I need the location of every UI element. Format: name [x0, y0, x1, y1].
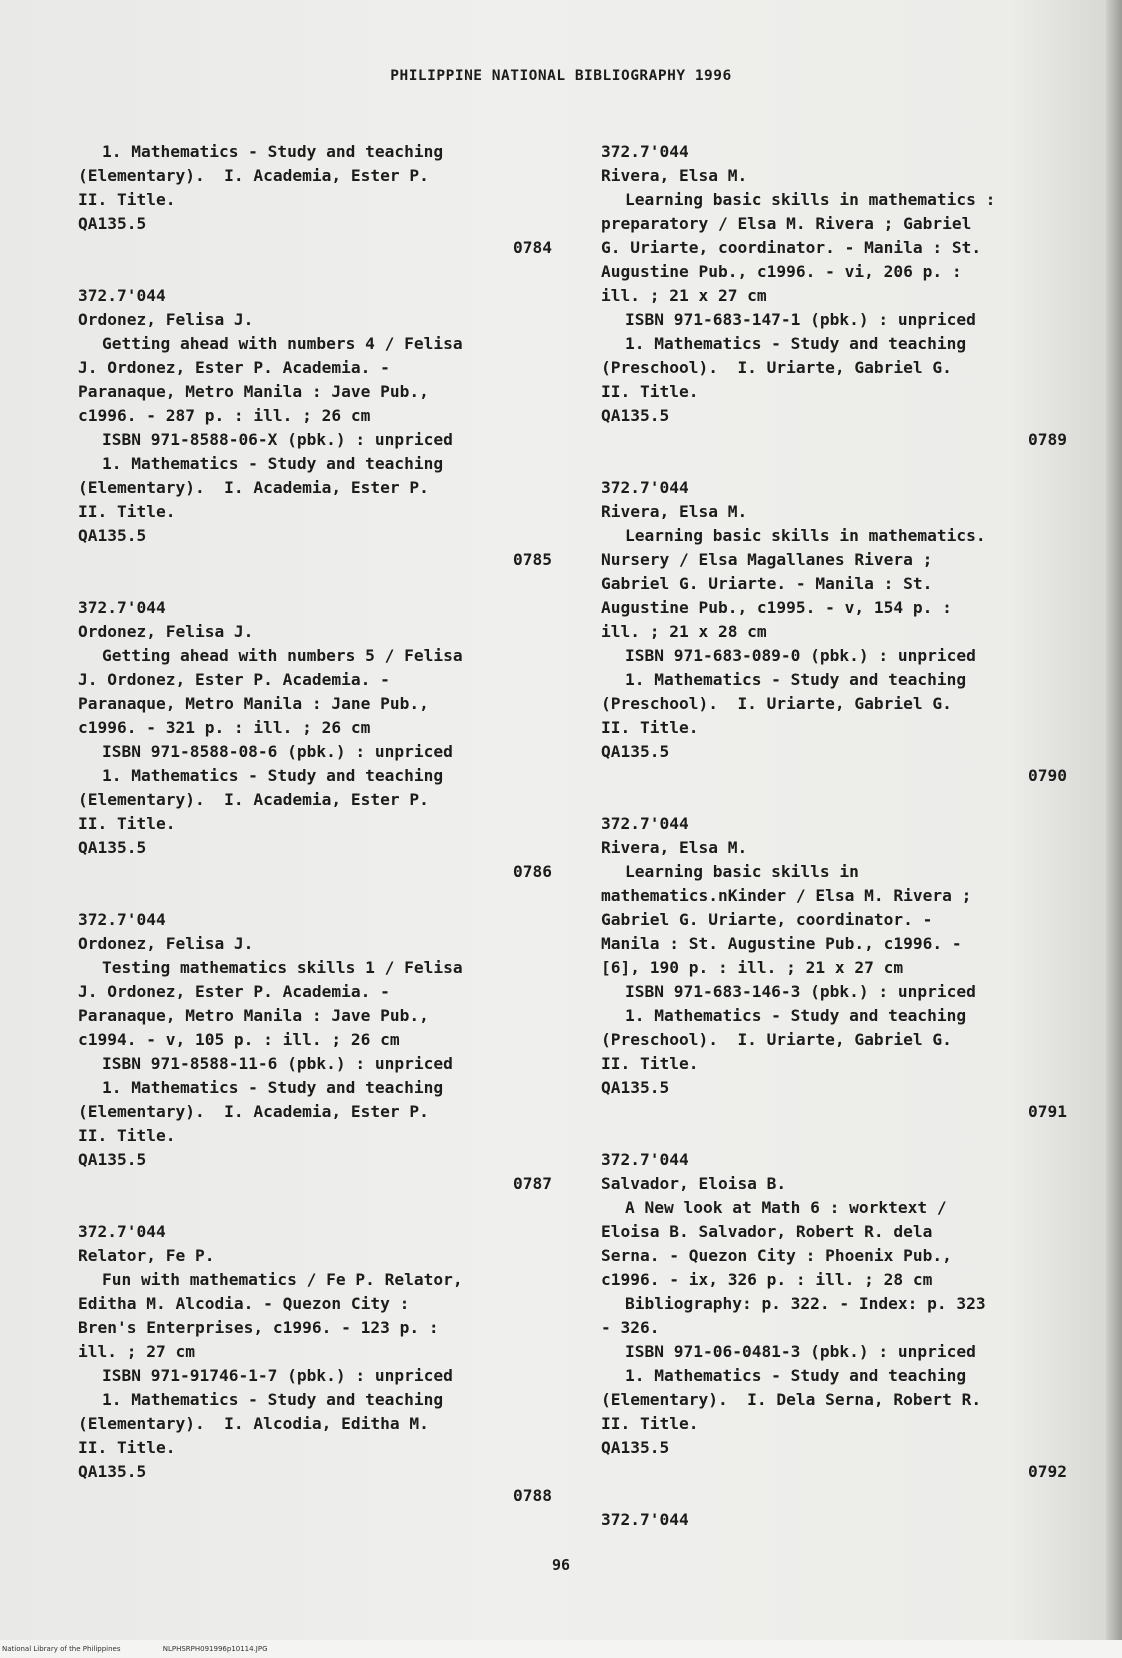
- entry-number: 0791: [1028, 1102, 1067, 1121]
- scan-footer: [0, 1640, 1122, 1658]
- entry-line: Serna. - Quezon City : Phoenix Pub.,: [601, 1246, 952, 1265]
- entry-line: (Elementary). I. Alcodia, Editha M.: [78, 1414, 429, 1433]
- entry-line: QA135.5: [601, 1438, 670, 1457]
- entry-line: QA135.5: [601, 742, 670, 761]
- entry-line: Gabriel G. Uriarte, coordinator. -: [601, 910, 933, 929]
- entry-line: (Preschool). I. Uriarte, Gabriel G.: [601, 1030, 952, 1049]
- entry-line: Getting ahead with numbers 4 / Felisa: [102, 334, 463, 353]
- entry-line: 1. Mathematics - Study and teaching: [625, 1366, 967, 1385]
- entry-line: Learning basic skills in: [625, 862, 859, 881]
- entry-line: ISBN 971-8588-11-6 (pbk.) : unpriced: [102, 1054, 453, 1073]
- entry-line: 372.7'044: [78, 1222, 166, 1241]
- entry-line: Rivera, Elsa M.: [601, 838, 748, 857]
- entry-line: QA135.5: [78, 1150, 147, 1169]
- entry-line: (Elementary). I. Academia, Ester P.: [78, 166, 429, 185]
- entry-line: ISBN 971-06-0481-3 (pbk.) : unpriced: [625, 1342, 976, 1361]
- entry-line: (Elementary). I. Academia, Ester P.: [78, 478, 429, 497]
- entry-line: Editha M. Alcodia. - Quezon City :: [78, 1294, 410, 1313]
- catalog-entry: [601, 1508, 1067, 1532]
- entry-line: II. Title.: [601, 382, 699, 401]
- entry-line: II. Title.: [601, 1414, 699, 1433]
- entry-line: G. Uriarte, coordinator. - Manila : St.: [601, 238, 982, 257]
- entry-line: Bibliography: p. 322. - Index: p. 323: [625, 1294, 986, 1313]
- entry-line: Testing mathematics skills 1 / Felisa: [102, 958, 463, 977]
- entry-line: ISBN 971-683-147-1 (pbk.) : unpriced: [625, 310, 976, 329]
- entry-line: ill. ; 27 cm: [78, 1342, 195, 1361]
- entry-line: Rivera, Elsa M.: [601, 502, 748, 521]
- entry-line: [6], 190 p. : ill. ; 21 x 27 cm: [601, 958, 904, 977]
- entry-line: 1. Mathematics - Study and teaching: [625, 1006, 967, 1025]
- entry-line: (Elementary). I. Dela Serna, Robert R.: [601, 1390, 982, 1409]
- catalog-entry: [601, 140, 1067, 452]
- entry-line: Learning basic skills in mathematics :: [625, 190, 996, 209]
- entry-line: 1. Mathematics - Study and teaching: [102, 766, 444, 785]
- entry-line: QA135.5: [78, 214, 147, 233]
- entry-line: ISBN 971-683-089-0 (pbk.) : unpriced: [625, 646, 976, 665]
- entry-line: Salvador, Eloisa B.: [601, 1174, 787, 1193]
- entry-line: J. Ordonez, Ester P. Academia. -: [78, 982, 390, 1001]
- entry-line: J. Ordonez, Ester P. Academia. -: [78, 358, 390, 377]
- entry-number: 0784: [513, 238, 552, 257]
- entry-line: c1996. - 321 p. : ill. ; 26 cm: [78, 718, 371, 737]
- entry-line: ISBN 971-683-146-3 (pbk.) : unpriced: [625, 982, 976, 1001]
- entry-line: Manila : St. Augustine Pub., c1996. -: [601, 934, 962, 953]
- entry-line: 372.7'044: [78, 286, 166, 305]
- entry-line: (Elementary). I. Academia, Ester P.: [78, 790, 429, 809]
- entry-line: II. Title.: [78, 1126, 176, 1145]
- entry-line: (Preschool). I. Uriarte, Gabriel G.: [601, 358, 952, 377]
- catalog-entry: [78, 908, 552, 1196]
- entry-line: ill. ; 21 x 27 cm: [601, 286, 767, 305]
- entry-line: ISBN 971-8588-08-6 (pbk.) : unpriced: [102, 742, 453, 761]
- entry-line: II. Title.: [78, 814, 176, 833]
- entry-line: 372.7'044: [78, 598, 166, 617]
- entry-line: 1. Mathematics - Study and teaching: [102, 1390, 444, 1409]
- catalog-entry: [78, 284, 552, 572]
- page-number: 96: [551, 1556, 571, 1574]
- catalog-entry: [601, 812, 1067, 1124]
- entry-line: Rivera, Elsa M.: [601, 166, 748, 185]
- entry-line: 372.7'044: [601, 142, 689, 161]
- entry-line: QA135.5: [78, 526, 147, 545]
- entry-line: 1. Mathematics - Study and teaching: [102, 454, 444, 473]
- entry-line: 372.7'044: [601, 1510, 689, 1529]
- entry-line: Augustine Pub., c1996. - vi, 206 p. :: [601, 262, 962, 281]
- entry-line: 1. Mathematics - Study and teaching: [102, 1078, 444, 1097]
- entry-line: (Elementary). I. Academia, Ester P.: [78, 1102, 429, 1121]
- entry-line: c1994. - v, 105 p. : ill. ; 26 cm: [78, 1030, 400, 1049]
- entry-line: (Preschool). I. Uriarte, Gabriel G.: [601, 694, 952, 713]
- entry-line: ill. ; 21 x 28 cm: [601, 622, 767, 641]
- entry-line: QA135.5: [601, 1078, 670, 1097]
- entry-line: preparatory / Elsa M. Rivera ; Gabriel: [601, 214, 972, 233]
- entry-line: A New look at Math 6 : worktext /: [625, 1198, 947, 1217]
- entry-line: QA135.5: [78, 1462, 147, 1481]
- entry-number: 0788: [513, 1486, 552, 1505]
- entry-line: Paranaque, Metro Manila : Jave Pub.,: [78, 1006, 429, 1025]
- entry-line: Paranaque, Metro Manila : Jave Pub.,: [78, 382, 429, 401]
- entry-number: 0787: [513, 1174, 552, 1193]
- entry-number: 0792: [1028, 1462, 1067, 1481]
- right-column: [601, 140, 1067, 1556]
- entry-number: 0790: [1028, 766, 1067, 785]
- entry-line: Augustine Pub., c1995. - v, 154 p. :: [601, 598, 952, 617]
- entry-line: QA135.5: [601, 406, 670, 425]
- entry-line: 372.7'044: [601, 478, 689, 497]
- library-credit: National Library of the Philippines: [2, 1645, 121, 1653]
- entry-line: II. Title.: [78, 190, 176, 209]
- entry-line: c1996. - 287 p. : ill. ; 26 cm: [78, 406, 371, 425]
- left-column: [78, 140, 552, 1532]
- entry-line: Getting ahead with numbers 5 / Felisa: [102, 646, 463, 665]
- entry-number: 0786: [513, 862, 552, 881]
- entry-line: 372.7'044: [601, 1150, 689, 1169]
- entry-line: Relator, Fe P.: [78, 1246, 215, 1265]
- entry-line: Eloisa B. Salvador, Robert R. dela: [601, 1222, 933, 1241]
- entry-line: Gabriel G. Uriarte. - Manila : St.: [601, 574, 933, 593]
- entry-line: Bren's Enterprises, c1996. - 123 p. :: [78, 1318, 439, 1337]
- entry-line: 1. Mathematics - Study and teaching: [102, 142, 444, 161]
- entry-line: mathematics.nKinder / Elsa M. Rivera ;: [601, 886, 972, 905]
- file-name: NLPHSRPH091996p10114.JPG: [162, 1645, 268, 1653]
- entry-line: Ordonez, Felisa J.: [78, 310, 254, 329]
- entry-line: c1996. - ix, 326 p. : ill. ; 28 cm: [601, 1270, 933, 1289]
- binding-gutter: [1106, 0, 1122, 1640]
- entry-line: Ordonez, Felisa J.: [78, 934, 254, 953]
- entry-line: II. Title.: [78, 502, 176, 521]
- entry-line: 1. Mathematics - Study and teaching: [625, 670, 967, 689]
- catalog-entry: [78, 596, 552, 884]
- entry-line: Paranaque, Metro Manila : Jane Pub.,: [78, 694, 429, 713]
- entry-line: - 326.: [601, 1318, 660, 1337]
- entry-number: 0789: [1028, 430, 1067, 449]
- entry-line: ISBN 971-91746-1-7 (pbk.) : unpriced: [102, 1366, 453, 1385]
- entry-line: 372.7'044: [601, 814, 689, 833]
- catalog-entry: [601, 476, 1067, 788]
- catalog-entry: [78, 1220, 552, 1508]
- entry-line: II. Title.: [78, 1438, 176, 1457]
- entry-line: J. Ordonez, Ester P. Academia. -: [78, 670, 390, 689]
- entry-line: 372.7'044: [78, 910, 166, 929]
- entry-line: Nursery / Elsa Magallanes Rivera ;: [601, 550, 933, 569]
- entry-line: II. Title.: [601, 718, 699, 737]
- entry-line: QA135.5: [78, 838, 147, 857]
- catalog-entry: [78, 140, 552, 260]
- entry-line: ISBN 971-8588-06-X (pbk.) : unpriced: [102, 430, 453, 449]
- entry-line: Fun with mathematics / Fe P. Relator,: [102, 1270, 463, 1289]
- catalog-entry: [601, 1148, 1067, 1484]
- entry-number: 0785: [513, 550, 552, 569]
- entry-line: Learning basic skills in mathematics.: [625, 526, 986, 545]
- entry-line: II. Title.: [601, 1054, 699, 1073]
- entry-line: Ordonez, Felisa J.: [78, 622, 254, 641]
- entry-line: 1. Mathematics - Study and teaching: [625, 334, 967, 353]
- page-header: PHILIPPINE NATIONAL BIBLIOGRAPHY 1996: [390, 68, 732, 84]
